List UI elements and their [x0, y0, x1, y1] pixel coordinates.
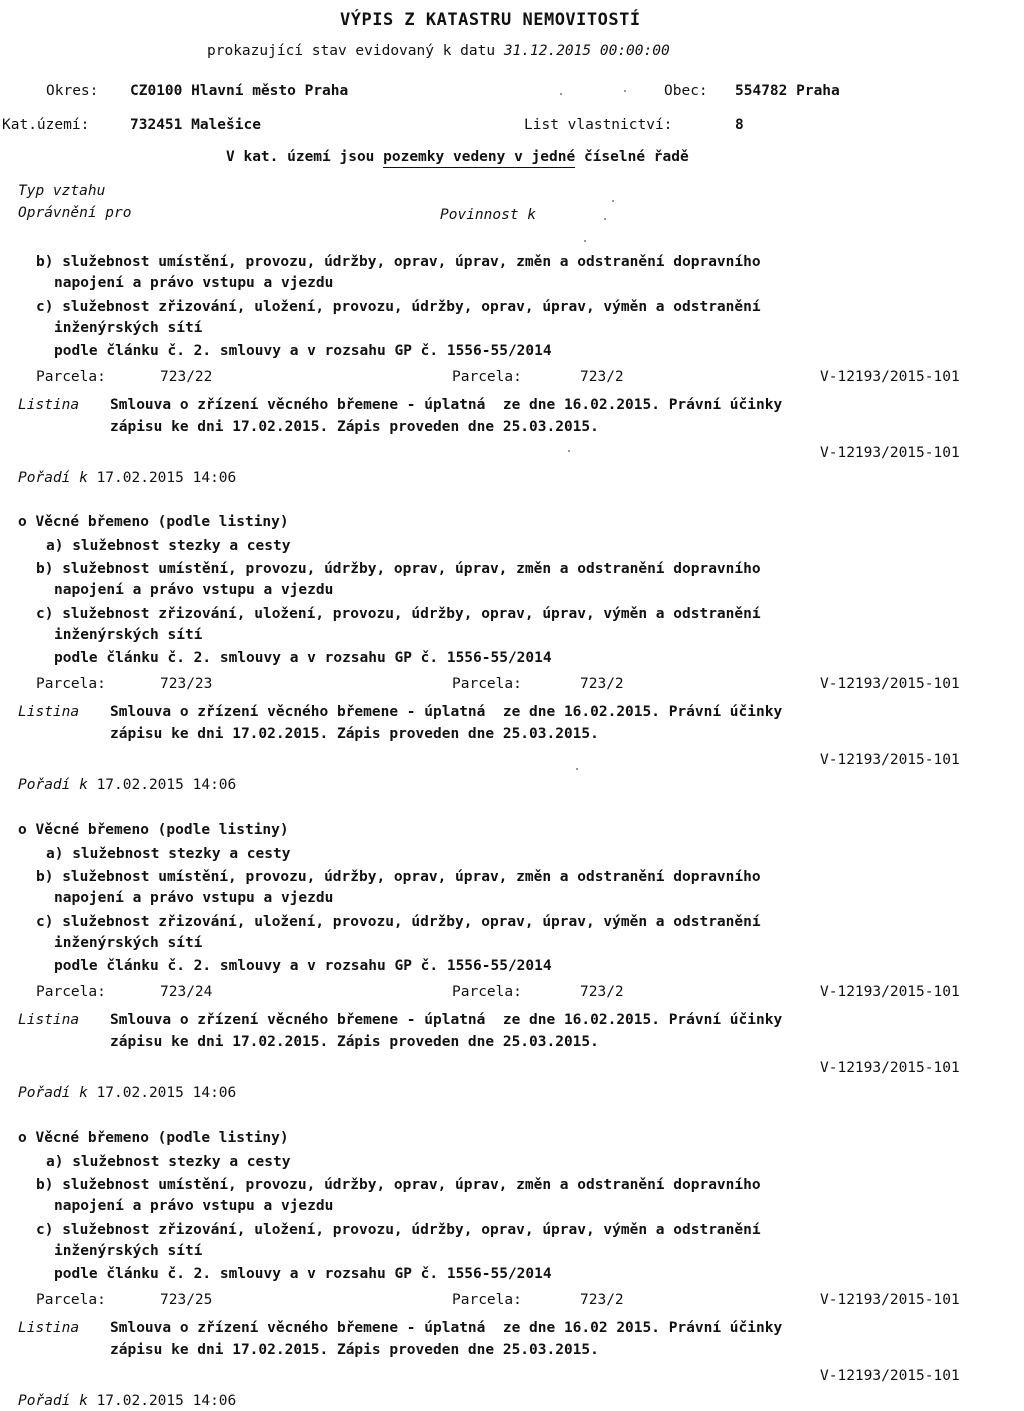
entry-a-line: a) služebnost stezky a cesty — [46, 1154, 291, 1170]
parcela-servient: 723/2 — [580, 984, 624, 1000]
column-povinnost-k: Povinnost k — [440, 207, 537, 223]
scan-speck — [576, 768, 578, 770]
entry-b-line-1: b) služebnost umístění, provozu, údržby, oprav, úprav, změn a odstranění dopravního — [36, 869, 761, 885]
document-title: VÝPIS Z KATASTRU NEMOVITOSTÍ — [340, 10, 641, 30]
entry-b-line-2: napojení a právo vstupu a vjezdu — [54, 275, 334, 291]
listina-reference: V-12193/2015-101 — [820, 1368, 960, 1384]
list-vlastnictvi-label: List vlastnictví: — [524, 117, 673, 133]
entry-c-line-2: inženýrských sítí — [54, 320, 203, 336]
entry-b-line-2: napojení a právo vstupu a vjezdu — [54, 1198, 334, 1214]
listina-label: Listina — [18, 1320, 80, 1336]
obec-label: Obec: — [664, 83, 708, 99]
poradi — [18, 471, 236, 486]
parcela-label-owner: Parcela: — [36, 369, 106, 385]
scan-speck — [568, 450, 570, 452]
entry-c-line-2: inženýrských sítí — [54, 1243, 203, 1259]
reference-number: V-12193/2015-101 — [820, 676, 960, 692]
parcela-label-servient: Parcela: — [452, 1292, 522, 1308]
listina-reference: V-12193/2015-101 — [820, 445, 960, 461]
scan-speck — [612, 200, 614, 202]
parcela-servient: 723/2 — [580, 369, 624, 385]
parcela-label-servient: Parcela: — [452, 676, 522, 692]
parcela-label-owner: Parcela: — [36, 984, 106, 1000]
list-vlastnictvi-value: 8 — [735, 117, 744, 133]
poradi-value: 17.02.2015 14:06 — [96, 1393, 237, 1409]
entry-b-line-1: b) služebnost umístění, provozu, údržby, oprav, úprav, změn a odstranění dopravního — [36, 1177, 761, 1193]
entry-c-line-3: podle článku č. 2. smlouvy a v rozsahu GP č. 1556-55/2014 — [54, 650, 552, 666]
poradi-value: 17.02.2015 14:06 — [96, 777, 237, 793]
entry-heading: o Věcné břemeno (podle listiny) — [18, 822, 289, 838]
entry-c-line-1: c) služebnost zřizování, uložení, provozu, údržby, oprav, úprav, výměn a odstranění — [36, 606, 761, 622]
listina-line-1: Smlouva o zřízení věcného břemene - úplatná ze dne 16.02.2015. Právní účinky — [110, 397, 783, 413]
parcela-label-servient: Parcela: — [452, 369, 522, 385]
reference-number: V-12193/2015-101 — [820, 369, 960, 385]
katuzemi-value: 732451 Malešice — [130, 117, 261, 133]
entry-a-line: a) služebnost stezky a cesty — [46, 538, 291, 554]
entry-b-line-2: napojení a právo vstupu a vjezdu — [54, 582, 334, 598]
entry-heading: o Věcné břemeno (podle listiny) — [18, 1130, 289, 1146]
document-subtitle — [207, 44, 670, 59]
listina-line-2: zápisu ke dni 17.02.2015. Zápis proveden dne 25.03.2015. — [110, 1342, 599, 1358]
subtitle-prefix: prokazující stav evidovaný k datu — [207, 43, 496, 59]
parcela-servient: 723/2 — [580, 676, 624, 692]
listina-reference: V-12193/2015-101 — [820, 1060, 960, 1076]
listina-line-1: Smlouva o zřízení věcného břemene - úplatná ze dne 16.02.2015. Právní účinky — [110, 704, 783, 720]
scan-speck — [560, 93, 562, 95]
subtitle-date: 31.12.2015 00:00:00 — [503, 43, 670, 59]
parcela-owner: 723/24 — [160, 984, 213, 1000]
scan-speck — [604, 218, 606, 220]
note-prefix: V kat. území jsou — [226, 149, 375, 165]
column-typ-vztahu: Typ vztahu — [18, 183, 106, 199]
entry-a-line: a) služebnost stezky a cesty — [46, 846, 291, 862]
listina-line-1: Smlouva o zřízení věcného břemene - úplatná ze dne 16.02 2015. Právní účinky — [110, 1320, 783, 1336]
entry-c-line-1: c) služebnost zřizování, uložení, provozu, údržby, oprav, úprav, výměn a odstranění — [36, 299, 761, 315]
parcela-owner: 723/22 — [160, 369, 213, 385]
okres-label: Okres: — [46, 83, 99, 99]
listina-line-1: Smlouva o zřízení věcného břemene - úplatná ze dne 16.02.2015. Právní účinky — [110, 1012, 783, 1028]
scan-speck — [624, 90, 626, 92]
okres-value: CZ0100 Hlavní město Praha — [130, 83, 349, 99]
parcela-label-owner: Parcela: — [36, 676, 106, 692]
entry-c-line-2: inženýrských sítí — [54, 935, 203, 951]
obec-value: 554782 Praha — [735, 83, 840, 99]
poradi-value: 17.02.2015 14:06 — [96, 1085, 237, 1101]
note-suffix: číselné řadě — [583, 149, 689, 165]
katuzemi-label: Kat.území: — [2, 117, 90, 133]
listina-line-2: zápisu ke dni 17.02.2015. Zápis proveden dne 25.03.2015. — [110, 1034, 599, 1050]
entry-c-line-1: c) služebnost zřizování, uložení, provozu, údržby, oprav, úprav, výměn a odstranění — [36, 1222, 761, 1238]
entry-b-line-2: napojení a právo vstupu a vjezdu — [54, 890, 334, 906]
listina-label: Listina — [18, 704, 80, 720]
poradi-label: Pořadí k — [18, 777, 88, 793]
poradi-value: 17.02.2015 14:06 — [96, 470, 237, 486]
poradi — [18, 778, 236, 793]
poradi — [18, 1086, 236, 1101]
column-opravneni-pro: Oprávnění pro — [18, 205, 132, 221]
entry-c-line-1: c) služebnost zřizování, uložení, provozu, údržby, oprav, úprav, výměn a odstranění — [36, 914, 761, 930]
entry-c-line-3: podle článku č. 2. smlouvy a v rozsahu GP č. 1556-55/2014 — [54, 958, 552, 974]
entry-c-line-2: inženýrských sítí — [54, 627, 203, 643]
listina-reference: V-12193/2015-101 — [820, 752, 960, 768]
parcela-label-owner: Parcela: — [36, 1292, 106, 1308]
parcela-label-servient: Parcela: — [452, 984, 522, 1000]
parcela-owner: 723/25 — [160, 1292, 213, 1308]
cadastral-note — [226, 150, 689, 165]
reference-number: V-12193/2015-101 — [820, 1292, 960, 1308]
listina-label: Listina — [18, 397, 80, 413]
listina-label: Listina — [18, 1012, 80, 1028]
listina-line-2: zápisu ke dni 17.02.2015. Zápis proveden dne 25.03.2015. — [110, 726, 599, 742]
poradi — [18, 1394, 236, 1409]
scan-speck — [584, 240, 586, 242]
entry-heading: o Věcné břemeno (podle listiny) — [18, 514, 289, 530]
listina-line-2: zápisu ke dni 17.02.2015. Zápis proveden dne 25.03.2015. — [110, 419, 599, 435]
note-underlined: pozemky vedeny v jedné — [383, 149, 575, 168]
entry-c-line-3: podle článku č. 2. smlouvy a v rozsahu GP č. 1556-55/2014 — [54, 1266, 552, 1282]
entry-c-line-3: podle článku č. 2. smlouvy a v rozsahu GP č. 1556-55/2014 — [54, 343, 552, 359]
parcela-owner: 723/23 — [160, 676, 213, 692]
poradi-label: Pořadí k — [18, 1085, 88, 1101]
reference-number: V-12193/2015-101 — [820, 984, 960, 1000]
parcela-servient: 723/2 — [580, 1292, 624, 1308]
poradi-label: Pořadí k — [18, 470, 88, 486]
entry-b-line-1: b) služebnost umístění, provozu, údržby, oprav, úprav, změn a odstranění dopravního — [36, 561, 761, 577]
poradi-label: Pořadí k — [18, 1393, 88, 1409]
entry-b-line-1: b) služebnost umístění, provozu, údržby, oprav, úprav, změn a odstranění dopravního — [36, 254, 761, 270]
